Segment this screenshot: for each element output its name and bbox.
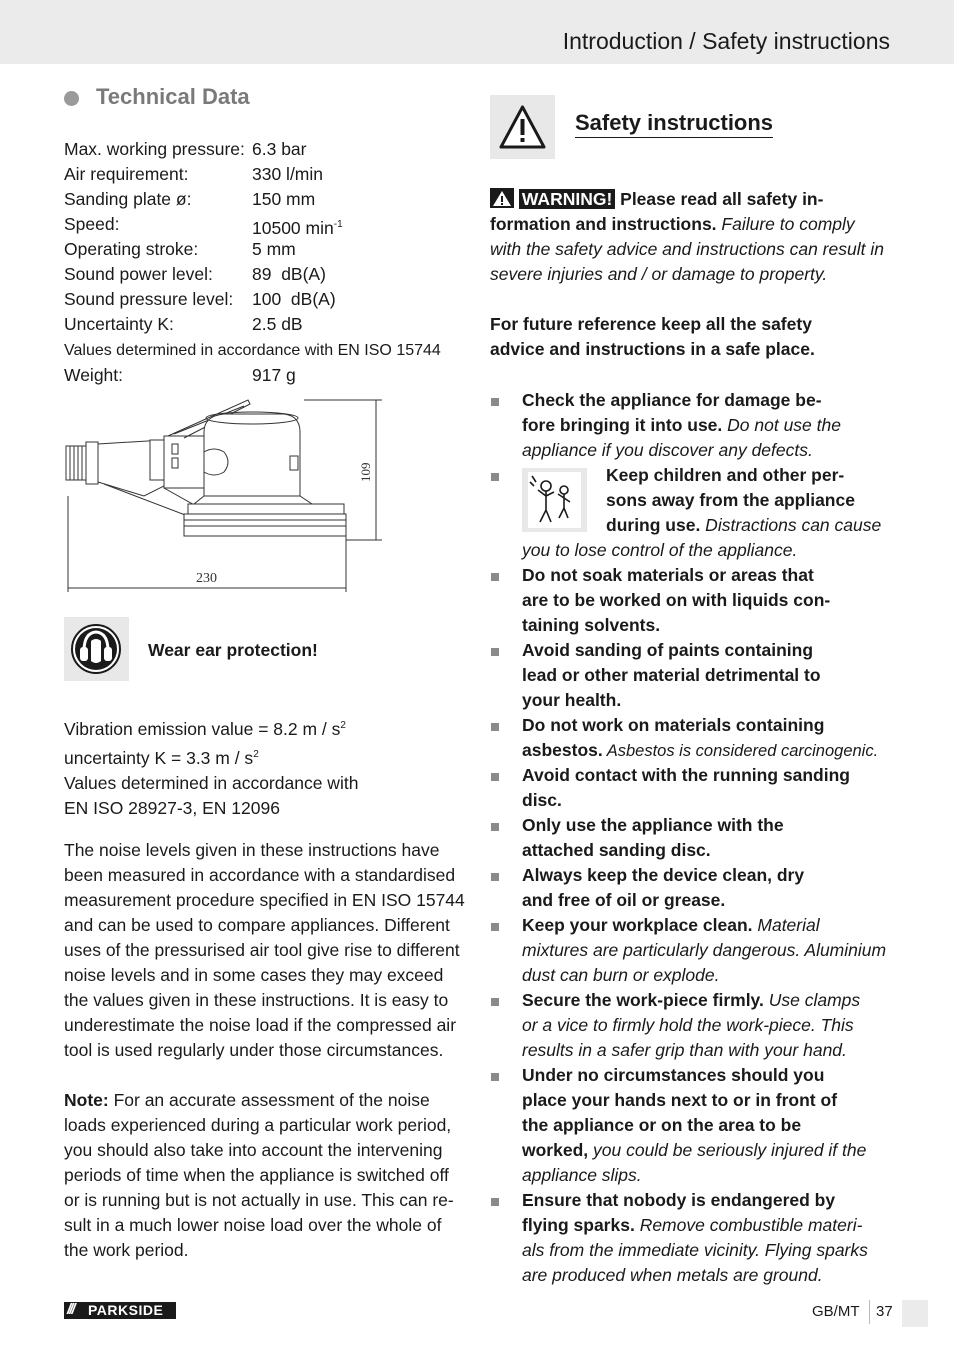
item-bold: Avoid contact with the running sanding <box>522 765 850 785</box>
item-italic: Use clamps <box>763 990 861 1010</box>
item-italic: Do not use the <box>722 415 841 435</box>
list-item <box>522 863 902 913</box>
list-bullet <box>491 473 499 481</box>
item-italic: Material <box>752 915 820 935</box>
text-line: tool is used regularly under those circumstances. <box>64 1040 444 1060</box>
item-bold: Avoid sanding of paints containing <box>522 640 814 660</box>
spec-label: Speed: <box>64 214 120 234</box>
list-item <box>522 713 902 764</box>
spec-value: 150 mm <box>252 189 316 209</box>
spec-value: 6.3 bar <box>252 139 307 159</box>
spec-label: Max. working pressure: <box>64 139 245 159</box>
children-away-icon-box <box>522 468 587 532</box>
spec-value: 2.5 dB <box>252 314 303 334</box>
safety-instructions-title: Safety instructions <box>575 109 773 138</box>
spec-label: Air requirement: <box>64 164 189 184</box>
item-bold: place your hands next to or in front of <box>522 1090 838 1110</box>
vibration-line <box>64 713 464 742</box>
footer-tab <box>902 1300 928 1327</box>
vibration-uncertainty: uncertainty K = 3.3 m / s <box>64 747 254 768</box>
item-italic: results in a safer grip than with your hand. <box>522 1040 847 1060</box>
item-bold: Under no circumstances should you <box>522 1065 825 1085</box>
list-bullet <box>491 1073 499 1081</box>
text-line <box>522 1213 902 1238</box>
page-number: 37 <box>876 1303 893 1320</box>
item-bold: fore bringing it into use. <box>522 415 723 435</box>
list-item <box>522 638 902 713</box>
section-bullet <box>64 91 79 106</box>
note-text: For an accurate assessment of the noise <box>108 1090 430 1110</box>
warning-bold-text: formation and instructions. <box>490 214 717 234</box>
list-item <box>522 813 902 863</box>
item-bold: are to be worked on with liquids con- <box>522 590 831 610</box>
item-bold: Do not work on materials containing <box>522 715 825 735</box>
text-line <box>522 413 902 438</box>
vibration-block <box>64 713 464 821</box>
spec-label: Uncertainty K: <box>64 314 174 334</box>
vibration-line <box>64 742 464 771</box>
list-bullet <box>491 998 499 1006</box>
item-italic: dust can burn or explode. <box>522 965 720 985</box>
page-header <box>0 0 954 64</box>
item-bold: the appliance or on the area to be <box>522 1115 802 1135</box>
list-bullet <box>491 1198 499 1206</box>
text-line: and can be used to compare appliances. Different <box>64 915 450 935</box>
noise-paragraph <box>64 838 464 1063</box>
item-bold: Keep children and other per- <box>606 465 845 485</box>
vibration-line: EN ISO 28927-3, EN 12096 <box>64 797 280 818</box>
warning-block <box>490 187 900 287</box>
text-line: advice and instructions in a safe place. <box>490 339 815 359</box>
warning-italic-text: severe injuries and / or damage to property. <box>490 264 828 284</box>
spec-value: 89 dB(A) <box>252 264 326 284</box>
text-line: measurement procedure specified in EN ISO 15744 <box>64 890 465 910</box>
spec-value: 330 l/min <box>252 164 324 184</box>
item-bold: sons away from the appliance <box>606 490 855 510</box>
spec-label: Sanding plate ø: <box>64 189 192 209</box>
item-italic: are produced when metals are ground. <box>522 1265 823 1285</box>
item-bold: and free of oil or grease. <box>522 890 726 910</box>
future-reference-block <box>490 312 900 362</box>
spec-value: 100 dB(A) <box>252 289 336 309</box>
item-italic: Asbestos is considered carcinogenic. <box>602 742 879 760</box>
text-line: or is running but is not actually in use. This can re- <box>64 1190 454 1210</box>
warning-icon-box <box>490 95 555 159</box>
text-line: periods of time when the appliance is switched off <box>64 1165 449 1185</box>
parkside-logo <box>64 1302 176 1319</box>
spec-label: Sound power level: <box>64 264 213 284</box>
text-line <box>64 1088 464 1113</box>
item-italic: Distractions can cause <box>700 515 882 535</box>
speed-superscript: -1 <box>333 219 343 230</box>
text-line: sult in a much lower noise load over the whole of <box>64 1215 442 1235</box>
item-bold: during use. <box>606 515 701 535</box>
text-line <box>522 913 902 938</box>
header-title: Introduction / Safety instructions <box>562 28 890 54</box>
item-italic: or a vice to firmly hold the work-piece. This <box>522 1015 854 1035</box>
list-item <box>522 563 902 638</box>
item-italic: appliance slips. <box>522 1165 642 1185</box>
text-line: noise levels and in some cases they may exceed <box>64 965 444 985</box>
warning-badge: WARNING! <box>519 189 615 209</box>
item-italic: appliance if you discover any defects. <box>522 440 813 460</box>
list-bullet <box>491 873 499 881</box>
note-label: Note: <box>64 1090 109 1110</box>
item-italic: als from the immediate vicinity. Flying sparks <box>522 1240 868 1260</box>
technical-data-title: Technical Data <box>96 84 250 109</box>
vibration-value: Vibration emission value = 8.2 m / s <box>64 718 341 739</box>
list-bullet <box>491 823 499 831</box>
item-italic: Remove combustible materi- <box>634 1215 863 1235</box>
spec-label: Weight: <box>64 365 124 385</box>
drawing-height-dimension: 109 <box>358 462 373 482</box>
text-line: the values given in these instructions. It is easy to <box>64 990 449 1010</box>
list-bullet <box>491 923 499 931</box>
spec-label: Sound pressure level: <box>64 289 234 309</box>
warning-italic-text: with the safety advice and instructions can result in <box>490 239 884 259</box>
sander-technical-drawing <box>64 396 384 596</box>
text-line: loads experienced during a particular work period, <box>64 1115 452 1135</box>
item-italic: you could be seriously injured if the <box>588 1140 867 1160</box>
item-bold: asbestos. <box>522 740 603 760</box>
warning-bold-text: Please read all safety in- <box>615 189 824 209</box>
text-line: the work period. <box>64 1240 189 1260</box>
text-line <box>522 738 902 764</box>
list-item <box>522 913 902 988</box>
item-bold: Ensure that nobody is endangered by <box>522 1190 836 1210</box>
ear-protection-icon <box>64 617 129 681</box>
item-bold: attached sanding disc. <box>522 840 711 860</box>
text-line <box>522 1138 902 1163</box>
spec-label: Operating stroke: <box>64 239 199 259</box>
warning-italic-text: Failure to comply <box>716 214 855 234</box>
drawing-width-dimension: 230 <box>196 571 217 586</box>
text-line <box>522 988 902 1013</box>
text-line: For future reference keep all the safety <box>490 314 812 334</box>
item-bold: Check the appliance for damage be- <box>522 390 822 410</box>
item-bold: Keep your workplace clean. <box>522 915 753 935</box>
item-italic: mixtures are particularly dangerous. Aluminium <box>522 940 887 960</box>
ear-protection-label: Wear ear protection! <box>148 640 318 660</box>
item-bold: taining solvents. <box>522 615 661 635</box>
list-bullet <box>491 573 499 581</box>
text-line <box>490 212 900 237</box>
item-continuation: you to lose control of the appliance. <box>522 540 798 560</box>
list-item <box>522 1063 902 1188</box>
item-bold: Do not soak materials or areas that <box>522 565 814 585</box>
item-bold: lead or other material detrimental to <box>522 665 821 685</box>
list-bullet <box>491 648 499 656</box>
list-item <box>522 1188 902 1288</box>
footer-region: GB/MT <box>812 1303 860 1320</box>
item-bold: Only use the appliance with the <box>522 815 784 835</box>
logo-slashes: /// <box>67 1301 74 1318</box>
spec-value: 917 g <box>252 365 296 385</box>
item-bold: Secure the work-piece firmly. <box>522 990 764 1010</box>
text-line <box>490 187 900 212</box>
logo-brand: PARKSIDE <box>88 1302 164 1318</box>
spec-value: 5 mm <box>252 239 296 259</box>
item-bold: disc. <box>522 790 562 810</box>
superscript: 2 <box>340 720 346 731</box>
superscript: 2 <box>253 748 259 760</box>
list-item <box>606 463 896 538</box>
list-bullet <box>491 773 499 781</box>
list-item <box>522 388 902 463</box>
item-bold: flying sparks. <box>522 1215 635 1235</box>
values-note: Values determined in accordance with EN ISO 15744 <box>64 342 441 359</box>
footer-divider <box>869 1300 870 1324</box>
warning-small-icon <box>490 188 514 208</box>
note-paragraph <box>64 1088 464 1263</box>
text-line: underestimate the noise load if the compressed air <box>64 1015 457 1035</box>
list-item <box>522 988 902 1063</box>
text-line: uses of the pressurised air tool give rise to different <box>64 940 460 960</box>
item-bold: Always keep the device clean, dry <box>522 865 805 885</box>
list-bullet <box>491 398 499 406</box>
spec-value: 10500 min <box>252 217 334 238</box>
children-away-icon <box>522 468 587 532</box>
text-line: been measured in accordance with a standardised <box>64 865 456 885</box>
ear-protection-icon-box <box>64 617 129 681</box>
text-line <box>606 513 896 538</box>
text-line: you should also take into account the intervening <box>64 1140 443 1160</box>
list-bullet <box>491 723 499 731</box>
warning-triangle-icon <box>490 95 555 159</box>
list-item <box>522 763 902 813</box>
item-bold: worked, <box>522 1140 589 1160</box>
item-bold: your health. <box>522 690 622 710</box>
text-line: The noise levels given in these instructions have <box>64 840 440 860</box>
vibration-line: Values determined in accordance with <box>64 772 359 793</box>
